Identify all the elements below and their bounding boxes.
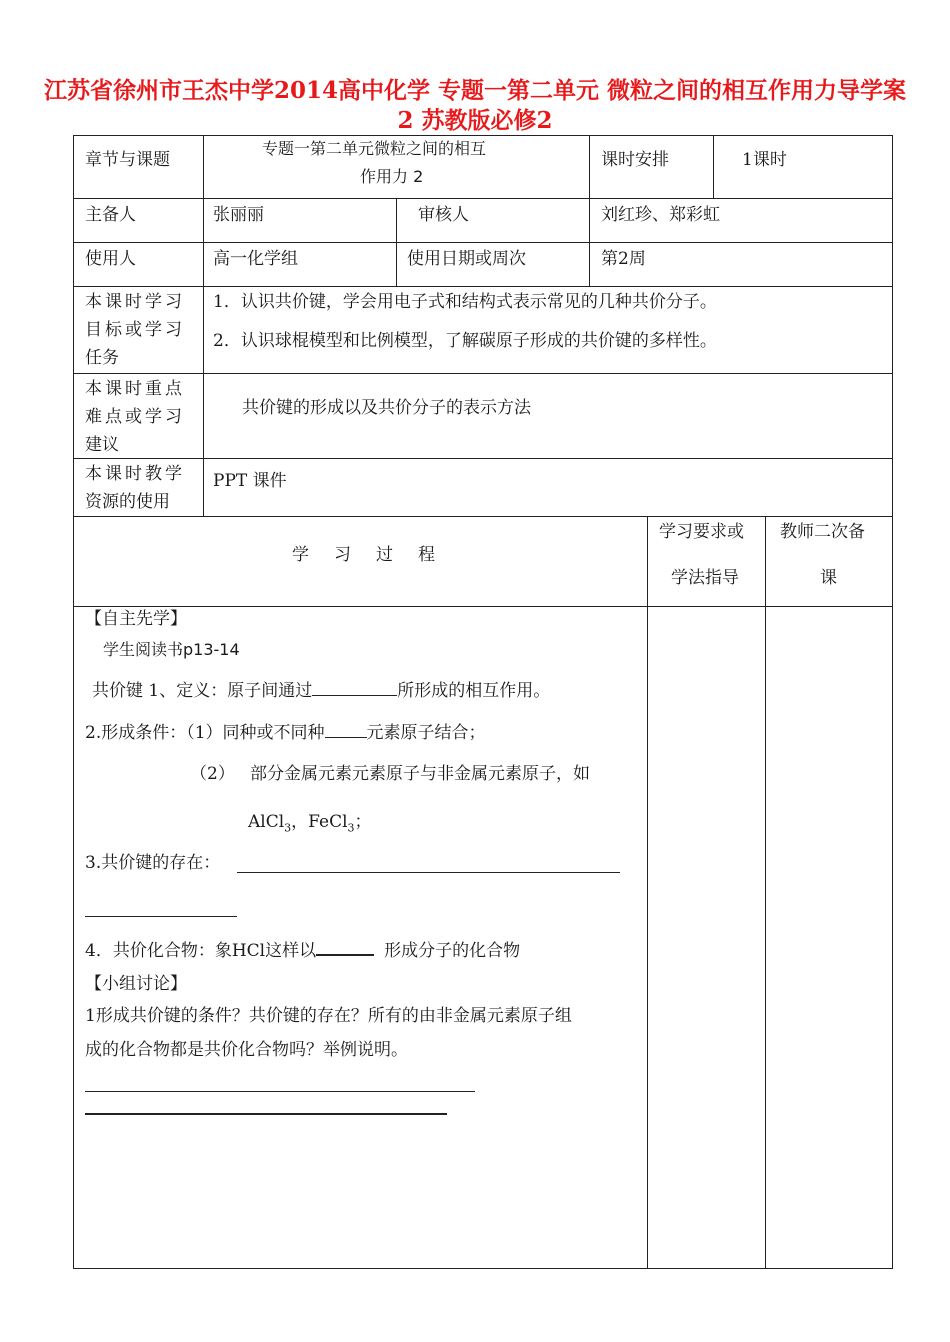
process-heading: 学 习 过 程 [292, 545, 439, 565]
goals-label-line2: 目标或学习 [85, 320, 185, 340]
teacher-col-line1: 教师二次备 [780, 522, 865, 542]
example-fecl3-sub: 3 [347, 821, 355, 835]
definition-prefix: 共价键 1、定义：原子间通过 [92, 681, 313, 701]
goals-label-line3: 任务 [85, 348, 119, 368]
example-alcl3: AlCl [248, 812, 285, 832]
goals-label-line1: 本课时学习 [85, 292, 185, 312]
chapter-value-line2: 作用力 2 [360, 167, 424, 186]
discussion-question-line1: 1形成共价键的条件？共价键的存在？所有的由非金属元素原子组 [85, 1006, 572, 1026]
discussion-heading: 【小组讨论】 [85, 974, 187, 994]
user-label: 使用人 [85, 249, 136, 269]
goal-1: 1．认识共价键，学会用电子式和结构式表示常见的几种共价分子。 [213, 292, 717, 312]
compound-prefix: 4．共价化合物：象HCl这样以 [85, 941, 317, 961]
key-value: 共价键的形成以及共价分子的表示方法 [242, 398, 531, 418]
condition-blank[interactable] [325, 721, 367, 738]
preparer-label: 主备人 [85, 205, 136, 225]
method-col-line1: 学习要求或 [659, 522, 744, 542]
chapter-value-line1: 专题一第二单元微粒之间的相互 [262, 139, 487, 158]
reviewer-value: 刘红珍、郑彩虹 [601, 205, 720, 225]
reviewer-label: 审核人 [418, 205, 469, 225]
schedule-label: 课时安排 [601, 150, 669, 170]
self-study-heading: 【自主先学】 [85, 609, 187, 629]
key-label-line2: 难点或学习 [85, 407, 185, 427]
definition-line [92, 679, 550, 701]
compound-suffix: 形成分子的化合物 [384, 941, 521, 961]
compound-blank[interactable] [316, 938, 374, 956]
date-label: 使用日期或周次 [407, 249, 526, 269]
teacher-col-line2: 课 [820, 568, 837, 588]
condition-line [85, 721, 486, 743]
example-fecl3: FeCl [308, 812, 348, 832]
answer-line-1[interactable] [85, 1091, 475, 1092]
method-col-line2: 学法指导 [671, 568, 739, 588]
examples-line [248, 812, 372, 838]
example-separator: ， [291, 812, 309, 832]
answer-line-2[interactable] [85, 1113, 447, 1115]
key-label-line1: 本课时重点 [85, 379, 185, 399]
reading-assignment: 学生阅读书p13-14 [103, 640, 240, 659]
condition2-number: （2） [190, 764, 235, 784]
preparer-value: 张丽丽 [213, 205, 264, 225]
example-alcl3-sub: 3 [284, 821, 292, 835]
condition-suffix: 元素原子结合； [366, 723, 486, 743]
existence-line: 3.共价键的存在： [85, 853, 221, 873]
condition2-text: 部分金属元素元素原子与非金属元素原子，如 [250, 764, 590, 784]
user-value: 高一化学组 [213, 249, 298, 269]
date-value: 第2周 [601, 249, 646, 269]
resource-label-line1: 本课时教学 [85, 464, 185, 484]
chapter-label: 章节与课题 [85, 150, 170, 170]
existence-blank[interactable] [237, 872, 620, 873]
schedule-value: 1课时 [742, 150, 787, 170]
goal-2: 2．认识球棍模型和比例模型，了解碳原子形成的共价键的多样性。 [213, 331, 717, 351]
definition-suffix: 所形成的相互作用。 [397, 681, 551, 701]
document-title: 江苏省徐州市王杰中学2014高中化学 专题一第二单元 微粒之间的相互作用力导学案2 苏教版必修2 [43, 77, 907, 134]
existence-blank-continued[interactable] [85, 916, 237, 917]
example-end: ； [354, 812, 372, 832]
resource-value: PPT 课件 [213, 471, 287, 491]
key-label-line3: 建议 [85, 435, 119, 455]
definition-blank[interactable] [312, 679, 397, 696]
compound-line [85, 938, 520, 961]
discussion-question-line2: 成的化合物都是共价化合物吗？举例说明。 [85, 1040, 408, 1060]
condition-prefix: 2.形成条件：（1）同种或不同种 [85, 723, 325, 743]
resource-label-line2: 资源的使用 [85, 492, 170, 512]
